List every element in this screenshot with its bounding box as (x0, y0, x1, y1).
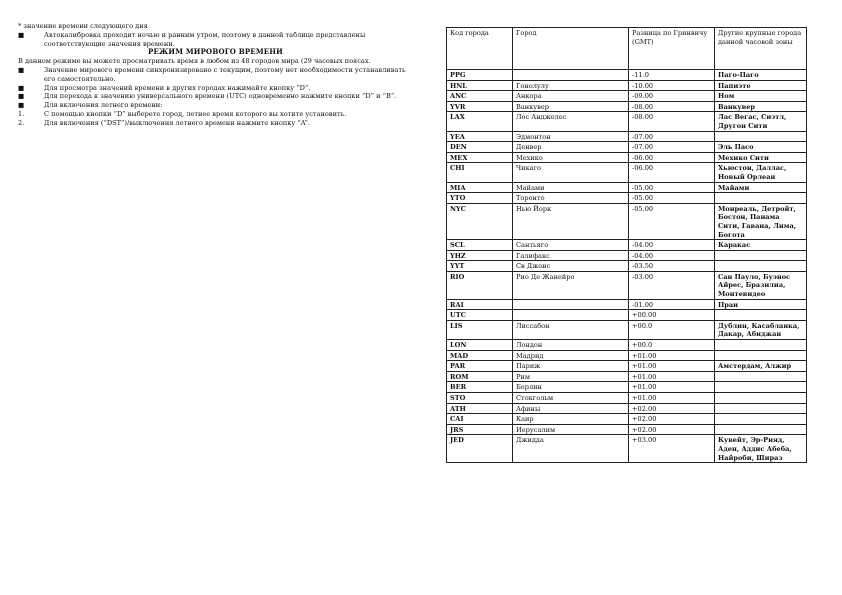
table-row (447, 414, 807, 425)
city-code-cell: ROM (447, 371, 513, 382)
table-row (447, 101, 807, 112)
city-code-cell: DEN (447, 142, 513, 153)
city-cell: Лос Анджелес (513, 112, 629, 131)
city-cell: Иерусалим (513, 424, 629, 435)
gmt-difference-cell: -09.00 (629, 91, 715, 102)
gmt-difference-cell: -01.00 (629, 299, 715, 310)
other-cities-cell: Дублин, Касабланка, Дакар, Абиджан (715, 320, 807, 339)
instruction-text: Для перехода к значению универсального времени (UTC) одновременно нажмите кнопки “D” и “B”. (44, 92, 397, 101)
city-code-cell: MAD (447, 350, 513, 361)
table-row (447, 361, 807, 372)
gmt-difference-cell: -07.00 (629, 131, 715, 142)
instructions-column (18, 22, 413, 128)
city-code-cell: UTC (447, 310, 513, 321)
table-row (447, 424, 807, 435)
city-code-cell: YTO (447, 193, 513, 204)
city-code-cell: LON (447, 340, 513, 351)
gmt-difference-cell: +02.00 (629, 414, 715, 425)
city-cell: Берлин (513, 382, 629, 393)
instruction-item (18, 119, 413, 128)
instruction-list (18, 66, 413, 128)
table-row (447, 382, 807, 393)
city-code-cell: BER (447, 382, 513, 393)
other-cities-cell (715, 193, 807, 204)
gmt-difference-cell: -05.00 (629, 182, 715, 193)
other-cities-cell (715, 250, 807, 261)
other-cities-cell: Эль Пасо (715, 142, 807, 153)
city-code-cell: YVR (447, 101, 513, 112)
gmt-difference-cell: -04.00 (629, 250, 715, 261)
other-cities-cell (715, 131, 807, 142)
gmt-difference-cell: +01.00 (629, 361, 715, 372)
table-row (447, 250, 807, 261)
city-cell: Рио Де Жанейро (513, 271, 629, 299)
gmt-difference-cell: +01.00 (629, 393, 715, 404)
other-cities-cell (715, 424, 807, 435)
gmt-difference-cell: +01.00 (629, 371, 715, 382)
instruction-text: Для просмотра значений времени в других городах нажимайте кнопку “D”. (44, 83, 311, 92)
table-row (447, 203, 807, 239)
table-row (447, 70, 807, 81)
city-code-cell: YHZ (447, 250, 513, 261)
bullet-mark: 2. (18, 118, 25, 127)
other-cities-cell: Каракас (715, 240, 807, 251)
city-cell (513, 70, 629, 81)
other-cities-cell: Папиэте (715, 80, 807, 91)
gmt-difference-cell: -03.00 (629, 271, 715, 299)
gmt-difference-cell: +01.00 (629, 350, 715, 361)
table-row (447, 261, 807, 272)
other-cities-cell: Монреаль, Детройт, Бостон, Панама Сити, Гавана, Лима, Богота (715, 203, 807, 239)
table-row (447, 350, 807, 361)
other-cities-cell (715, 310, 807, 321)
city-code-cell: RAI (447, 299, 513, 310)
table-row (447, 112, 807, 131)
city-cell (513, 299, 629, 310)
city-cell: Рим (513, 371, 629, 382)
table-row (447, 163, 807, 182)
table-row (447, 393, 807, 404)
gmt-difference-cell: +00.0 (629, 320, 715, 339)
gmt-difference-cell: -06.00 (629, 163, 715, 182)
city-cell: Чикаго (513, 163, 629, 182)
city-cell: Афины (513, 403, 629, 414)
table-row (447, 320, 807, 339)
city-code-cell: LIS (447, 320, 513, 339)
city-code-cell: MEX (447, 152, 513, 163)
instruction-text: Для включения (“DST”)/выключения летнего времени нажмите кнопку “A”. (44, 118, 310, 127)
city-code-cell: ANC (447, 91, 513, 102)
bullet-mark: ■ (18, 83, 25, 92)
other-cities-cell (715, 261, 807, 272)
autocalibration-note: Автокалибровка проходит ночью и ранним утром, поэтому в данной таблице представлены соответствующие значения времени. (44, 30, 366, 48)
table-row (447, 310, 807, 321)
city-cell: Стокгольм (513, 393, 629, 404)
city-cell: Сантьяго (513, 240, 629, 251)
table-row (447, 80, 807, 91)
table-row (447, 403, 807, 414)
world-time-table (446, 27, 807, 463)
gmt-difference-cell: -11.0 (629, 70, 715, 81)
table-row (447, 91, 807, 102)
city-cell: Париж (513, 361, 629, 372)
other-cities-cell (715, 371, 807, 382)
gmt-difference-cell: -05.00 (629, 203, 715, 239)
instruction-text: Для включения летнего времени: (44, 101, 163, 110)
other-cities-cell (715, 382, 807, 393)
other-cities-cell: Мехико Сити (715, 152, 807, 163)
table-row (447, 131, 807, 142)
city-code-cell: ATH (447, 403, 513, 414)
table-row (447, 340, 807, 351)
city-cell: Нью Йорк (513, 203, 629, 239)
table-row (447, 152, 807, 163)
gmt-difference-cell: +02.00 (629, 424, 715, 435)
instruction-text: Значение мирового времени синхронизировано с текущим, поэтому нет необходимости устанавливать его самостоятельно. (44, 65, 406, 83)
instruction-item (18, 84, 413, 93)
header-city: Город (513, 28, 629, 70)
city-code-cell: PPG (447, 70, 513, 81)
gmt-difference-cell: -10.00 (629, 80, 715, 91)
city-cell: Анкора (513, 91, 629, 102)
bullet-mark: ■ (18, 101, 25, 110)
city-cell: Лондон (513, 340, 629, 351)
gmt-difference-cell: -04.00 (629, 240, 715, 251)
city-code-cell: CAI (447, 414, 513, 425)
table-row (447, 299, 807, 310)
city-code-cell: YYT (447, 261, 513, 272)
gmt-difference-cell: +03.00 (629, 435, 715, 463)
other-cities-cell (715, 340, 807, 351)
other-cities-cell: Амстердам, Алжир (715, 361, 807, 372)
city-cell: Денвер (513, 142, 629, 153)
section-intro: В данном режиме вы можете просматривать время в любом из 48 городов мира (29 часовых поясах. (18, 57, 371, 66)
table-row (447, 271, 807, 299)
city-code-cell: JED (447, 435, 513, 463)
city-cell: Майами (513, 182, 629, 193)
city-code-cell: NYC (447, 203, 513, 239)
bullet-mark: ■ (18, 30, 25, 39)
instruction-item (18, 101, 413, 110)
city-code-cell: PAR (447, 361, 513, 372)
city-cell: Мехико (513, 152, 629, 163)
city-code-cell: STO (447, 393, 513, 404)
instruction-item (18, 92, 413, 101)
city-code-cell: LAX (447, 112, 513, 131)
other-cities-cell: Праи (715, 299, 807, 310)
table-header-row (447, 28, 807, 70)
city-code-cell: MIA (447, 182, 513, 193)
city-code-cell: RIO (447, 271, 513, 299)
city-code-cell: CHI (447, 163, 513, 182)
gmt-difference-cell: +00.0 (629, 340, 715, 351)
city-code-cell: JRS (447, 424, 513, 435)
gmt-difference-cell: -08.00 (629, 101, 715, 112)
city-code-cell: YEA (447, 131, 513, 142)
table-row (447, 193, 807, 204)
city-cell: Торонто (513, 193, 629, 204)
city-cell: Ванкувер (513, 101, 629, 112)
other-cities-cell: Ванкувер (715, 101, 807, 112)
instruction-item (18, 110, 413, 119)
gmt-difference-cell: -08.00 (629, 112, 715, 131)
other-cities-cell: Сан Пауло, Буэнос Айрес, Бразилиа, Монтевидео (715, 271, 807, 299)
city-cell: Гонолулу (513, 80, 629, 91)
next-day-note: * значение времени следующего дня (18, 22, 148, 30)
other-cities-cell: Майами (715, 182, 807, 193)
table-row (447, 142, 807, 153)
table-row (447, 240, 807, 251)
city-cell: Джидда (513, 435, 629, 463)
gmt-difference-cell: -03.50 (629, 261, 715, 272)
other-cities-cell (715, 393, 807, 404)
other-cities-cell: Кувейт, Эр-Рияд, Аден, Аддис Абеба, Найроби, Шираз (715, 435, 807, 463)
gmt-difference-cell: -07.00 (629, 142, 715, 153)
gmt-difference-cell: +02.00 (629, 403, 715, 414)
other-cities-cell (715, 414, 807, 425)
gmt-difference-cell: +01.00 (629, 382, 715, 393)
bullet-mark: ■ (18, 92, 25, 101)
section-heading: РЕЖИМ МИРОВОГО ВРЕМЕНИ (148, 47, 283, 57)
table-row (447, 435, 807, 463)
other-cities-cell: Паго-Паго (715, 70, 807, 81)
city-cell: Эдмонтон (513, 131, 629, 142)
table-row (447, 182, 807, 193)
city-cell: Каир (513, 414, 629, 425)
city-code-cell: SCL (447, 240, 513, 251)
bullet-mark: ■ (18, 65, 25, 74)
city-cell: Галифакс (513, 250, 629, 261)
instruction-item (18, 66, 413, 84)
city-cell: Св Джонс (513, 261, 629, 272)
gmt-difference-cell: -05.00 (629, 193, 715, 204)
other-cities-cell: Лас Вегас, Сиэтл, Другон Сити (715, 112, 807, 131)
note-bullet (18, 31, 413, 49)
gmt-difference-cell: -06.00 (629, 152, 715, 163)
city-code-cell: HNL (447, 80, 513, 91)
other-cities-cell (715, 403, 807, 414)
bullet-mark: 1. (18, 109, 25, 118)
city-cell: Лиссабон (513, 320, 629, 339)
header-other-cities: Другие крупные города данной часовой зоны (715, 28, 807, 70)
other-cities-cell: Хьюстон, Даллас, Новый Орлеан (715, 163, 807, 182)
table-row (447, 371, 807, 382)
header-gmt-difference: Разница по Гринвичу (GMT) (629, 28, 715, 70)
header-city-code: Код города (447, 28, 513, 70)
gmt-difference-cell: +00.00 (629, 310, 715, 321)
other-cities-cell: Ном (715, 91, 807, 102)
city-cell: Мадрид (513, 350, 629, 361)
city-cell (513, 310, 629, 321)
instruction-text: С помощью кнопки “D” выберете город, летнее время которого вы хотите установить. (44, 109, 347, 118)
other-cities-cell (715, 350, 807, 361)
